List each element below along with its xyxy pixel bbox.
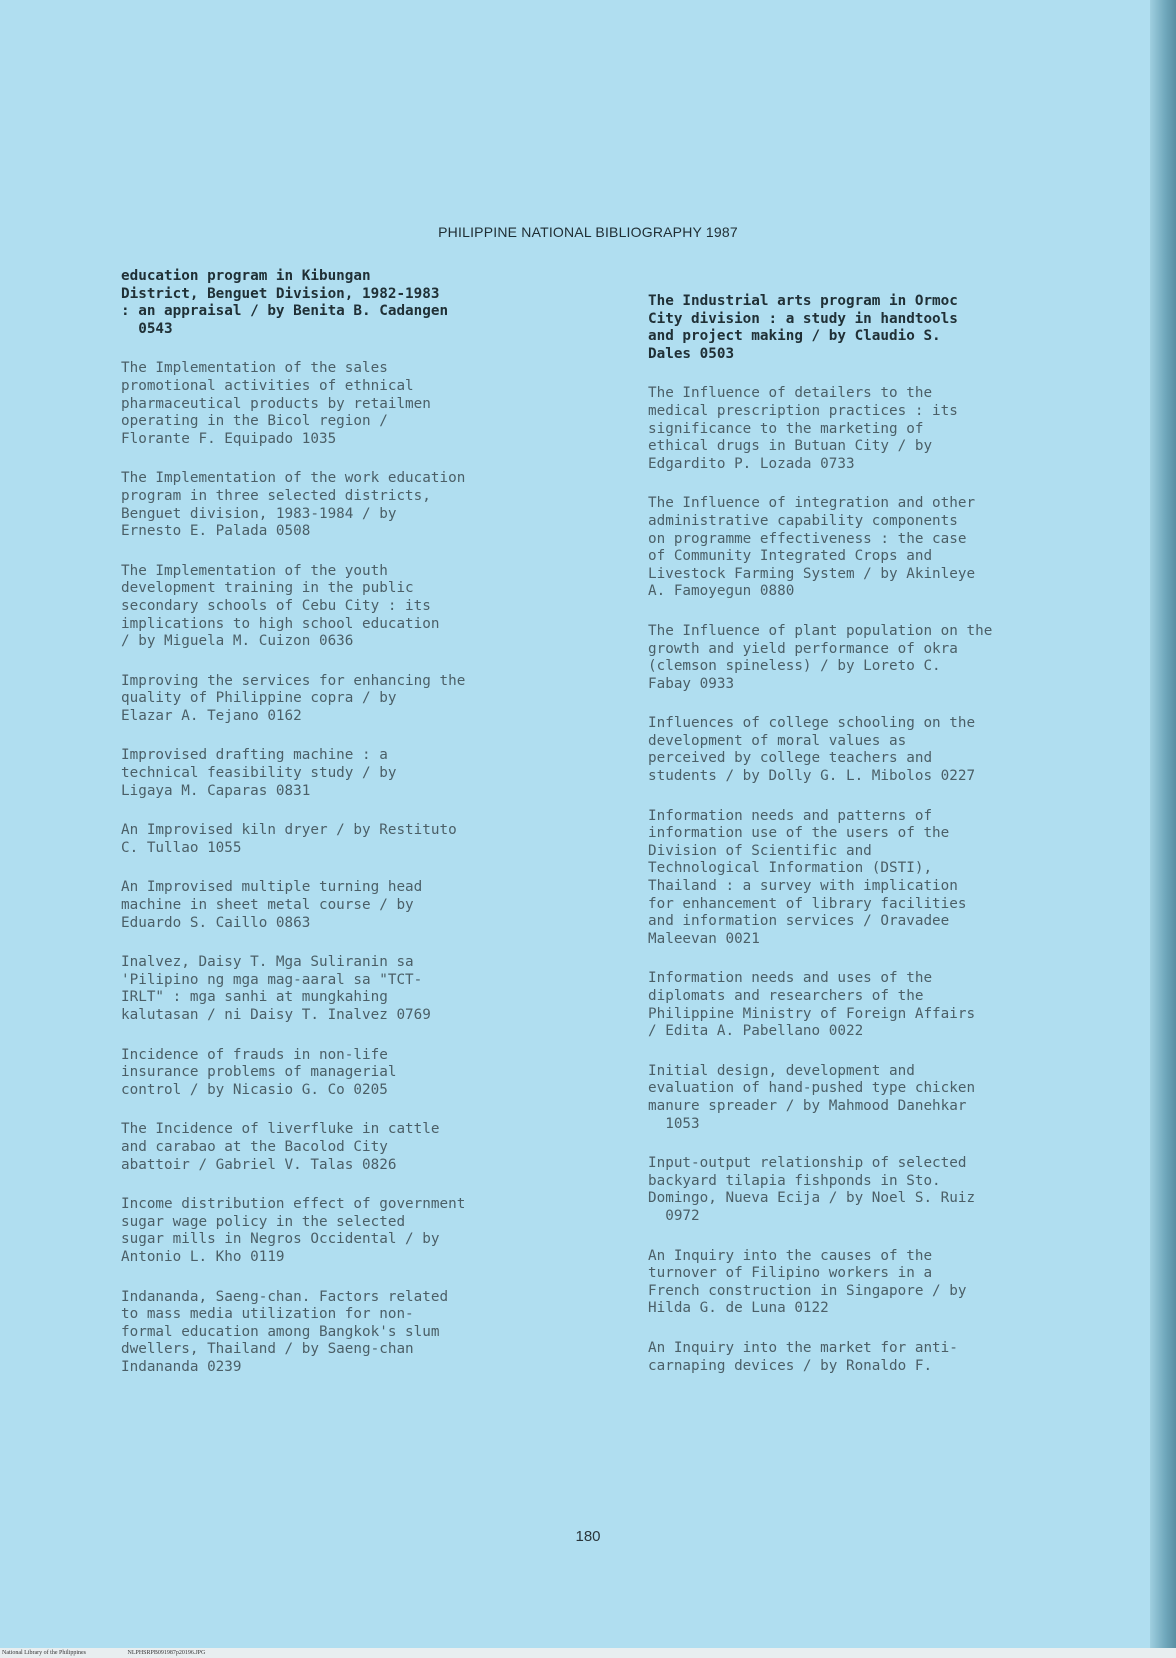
entry-line: dwellers, Thailand / by Saeng-chan — [121, 1341, 414, 1358]
bibliography-entry — [648, 1063, 1158, 1133]
entry-line: secondary schools of Cebu City : its — [121, 597, 431, 614]
entry-line: on programme effectiveness : the case — [648, 530, 967, 547]
page-number: 180 — [575, 1528, 601, 1545]
entry-line: kalutasan / ni Daisy T. Inalvez 0769 — [121, 1007, 431, 1023]
entry-line: Florante F. Equipado 1035 — [121, 430, 337, 447]
scan-footer — [0, 1648, 1176, 1658]
bibliography-entry — [121, 954, 626, 1024]
entry-line: / by Miguela M. Cuizon 0636 — [121, 633, 354, 650]
entry-line: implications to high school education — [121, 615, 440, 632]
entry-line: promotional activities of ethnical — [121, 377, 414, 394]
entry-line: : an appraisal / by Benita B. Cadangen — [121, 303, 449, 320]
entry-line: sugar mills in Negros Occidental / by — [121, 1231, 440, 1248]
bibliography-entry — [121, 1289, 626, 1377]
bibliography-entry — [121, 360, 626, 448]
entry-line: An Improvised kiln dryer / by Restituto — [121, 822, 457, 839]
entry-line: sugar wage policy in the selected — [121, 1213, 406, 1230]
right-column — [648, 293, 1158, 1397]
entry-line: An Inquiry into the causes of the — [648, 1247, 933, 1264]
entry-line: education program in Kibungan — [121, 268, 371, 284]
bibliography-entry — [648, 1155, 1158, 1225]
entry-line: 0543 — [121, 320, 173, 337]
bibliography-entry — [648, 495, 1158, 601]
entry-line: A. Famoyegun 0880 — [648, 583, 795, 600]
entry-line: insurance problems of managerial — [121, 1064, 397, 1081]
entry-line: 0972 — [648, 1207, 700, 1224]
bibliography-entry — [121, 673, 626, 726]
bibliography-entry — [121, 1047, 626, 1100]
entry-line: C. Tullao 1055 — [121, 839, 242, 856]
entry-line: information use of the users of the — [648, 825, 950, 842]
entry-line: Edgardito P. Lozada 0733 — [648, 455, 855, 472]
entry-line: abattoir / Gabriel V. Talas 0826 — [121, 1156, 397, 1173]
entry-line: ethical drugs in Butuan City / by — [648, 438, 933, 455]
entry-line: development of moral values as — [648, 732, 907, 749]
entry-line: Elazar A. Tejano 0162 — [121, 707, 302, 724]
bibliography-entry — [121, 1121, 626, 1174]
entry-line: Thailand : a survey with implication — [648, 878, 958, 895]
bibliography-entry — [648, 1340, 1158, 1375]
entry-line: Technological Information (DSTI), — [648, 860, 933, 877]
entry-line: Division of Scientific and — [648, 842, 872, 859]
entry-line: machine in sheet metal course / by — [121, 897, 414, 914]
entry-line: Improving the services for enhancing the — [121, 672, 466, 689]
entry-line: Incidence of frauds in non-life — [121, 1046, 388, 1063]
bibliography-entry — [121, 268, 626, 338]
page-header: PHILIPPINE NATIONAL BIBLIOGRAPHY 1987 — [438, 224, 738, 240]
entry-line: 1053 — [648, 1115, 700, 1132]
entry-line: Inalvez, Daisy T. Mga Suliranin sa — [121, 954, 414, 971]
entry-line: quality of Philippine copra / by — [121, 690, 397, 707]
entry-line: The Influence of detailers to the — [648, 385, 933, 402]
entry-line: District, Benguet Division, 1982-1983 — [121, 285, 440, 302]
entry-line: Ernesto E. Palada 0508 — [121, 523, 311, 540]
entry-line: technical feasibility study / by — [121, 765, 397, 782]
entry-line: Antonio L. Kho 0119 — [121, 1248, 285, 1265]
entry-line: Dales 0503 — [648, 345, 735, 362]
entry-line: Philippine Ministry of Foreign Affairs — [648, 1005, 976, 1022]
entry-line: pharmaceutical products by retailmen — [121, 395, 431, 412]
bibliography-entry — [121, 563, 626, 651]
entry-line: Eduardo S. Caillo 0863 — [121, 914, 311, 931]
entry-line: Indananda 0239 — [121, 1358, 242, 1375]
entry-line: Hilda G. de Luna 0122 — [648, 1300, 829, 1317]
entry-line: backyard tilapia fishponds in Sto. — [648, 1172, 941, 1189]
entry-line: and carabao at the Bacolod City — [121, 1138, 388, 1155]
entry-line: diplomats and researchers of the — [648, 988, 924, 1004]
entry-line: operating in the Bicol region / — [121, 413, 388, 430]
entry-line: Fabay 0933 — [648, 675, 735, 692]
entry-line: for enhancement of library facilities — [648, 895, 967, 912]
bibliography-entry — [648, 808, 1158, 949]
entry-line: growth and yield performance of okra — [648, 640, 958, 657]
bibliography-entry — [121, 470, 626, 540]
bibliography-entry — [648, 293, 1158, 363]
entry-line: The Implementation of the sales — [121, 360, 388, 377]
entry-line: Benguet division, 1983-1984 / by — [121, 505, 397, 522]
bibliography-entry — [648, 385, 1158, 473]
entry-line: 'Pilipino ng mga mag-aaral sa "TCT- — [121, 971, 423, 988]
entry-line: Indananda, Saeng-chan. Factors related — [121, 1288, 449, 1305]
entry-line: Livestock Farming System / by Akinleye — [648, 565, 976, 582]
entry-line: Domingo, Nueva Ecija / by Noel S. Ruiz — [648, 1190, 976, 1207]
entry-line: The Industrial arts program in Ormoc — [648, 293, 958, 309]
entry-line: turnover of Filipino workers in a — [648, 1265, 933, 1282]
entry-line: French construction in Singapore / by — [648, 1282, 967, 1299]
entry-line: and information services / Oravadee — [648, 913, 950, 930]
bibliography-entry — [121, 822, 626, 857]
entry-line: of Community Integrated Crops and — [648, 548, 933, 565]
entry-line: Improvised drafting machine : a — [121, 747, 388, 764]
entry-line: Initial design, development and — [648, 1062, 915, 1079]
entry-line: City division : a study in handtools — [648, 310, 958, 327]
entry-line: administrative capability components — [648, 512, 958, 529]
entry-line: An Improvised multiple turning head — [121, 879, 423, 896]
entry-line: The Implementation of the work education — [121, 470, 466, 487]
entry-line: Income distribution effect of government — [121, 1196, 466, 1213]
left-column — [121, 268, 626, 1399]
bibliography-entry — [648, 970, 1158, 1040]
bibliography-entry — [121, 747, 626, 800]
entry-line: students / by Dolly G. L. Mibolos 0227 — [648, 768, 976, 785]
entry-line: IRLT" : mga sanhi at mungkahing — [121, 989, 388, 1006]
entry-line: development training in the public — [121, 580, 414, 597]
entry-line: Influences of college schooling on the — [648, 715, 976, 732]
entry-line: The Influence of integration and other — [648, 495, 976, 512]
entry-line: to mass media utilization for non- — [121, 1306, 414, 1323]
entry-line: The Incidence of liverfluke in cattle — [121, 1121, 440, 1138]
entry-line: carnaping devices / by Ronaldo F. — [648, 1357, 933, 1374]
entry-line: perceived by college teachers and — [648, 750, 933, 767]
entry-line: formal education among Bangkok's slum — [121, 1323, 440, 1340]
entry-line: program in three selected districts, — [121, 487, 431, 504]
entry-line: An Inquiry into the market for anti- — [648, 1339, 958, 1356]
entry-line: manure spreader / by Mahmood Danehkar — [648, 1097, 967, 1114]
entry-line: Ligaya M. Caparas 0831 — [121, 782, 311, 799]
entry-line: Information needs and patterns of — [648, 807, 933, 824]
bibliography-entry — [648, 623, 1158, 693]
entry-line: medical prescription practices : its — [648, 402, 958, 419]
footer-source: National Library of the Philippines — [2, 1650, 86, 1656]
entry-line: evaluation of hand-pushed type chicken — [648, 1080, 976, 1097]
entry-line: / Edita A. Pabellano 0022 — [648, 1023, 864, 1040]
entry-line: control / by Nicasio G. Co 0205 — [121, 1081, 388, 1098]
entry-line: significance to the marketing of — [648, 420, 924, 437]
bibliography-entry — [648, 715, 1158, 785]
entry-line: The Implementation of the youth — [121, 562, 388, 579]
entry-line: Input-output relationship of selected — [648, 1155, 967, 1172]
entry-line: (clemson spineless) / by Loreto C. — [648, 658, 941, 675]
bibliography-entry — [121, 879, 626, 932]
entry-line: Maleevan 0021 — [648, 930, 760, 947]
entry-line: and project making / by Claudio S. — [648, 328, 941, 345]
bibliography-entry — [121, 1196, 626, 1266]
entry-line: The Influence of plant population on the — [648, 622, 993, 639]
entry-line: Information needs and uses of the — [648, 970, 933, 987]
footer-file: NLPHSRPB091987p20196.JPG — [127, 1650, 206, 1656]
bibliography-entry — [648, 1248, 1158, 1318]
